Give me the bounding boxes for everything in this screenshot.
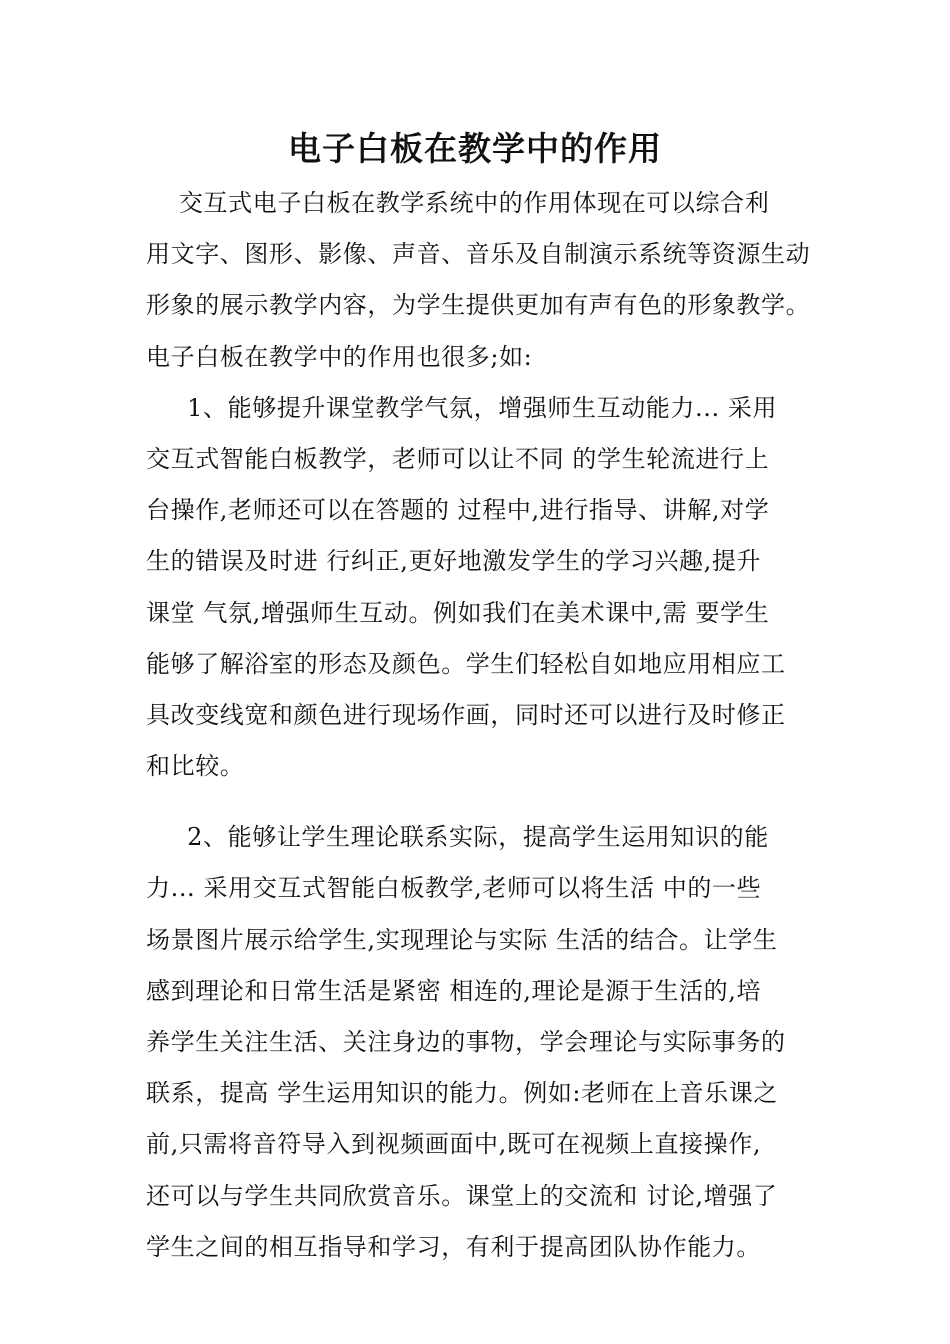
- text-line: 和比较。: [146, 752, 245, 781]
- text-line: 场景图片展示给学生,实现理论与实际 生活的结合。让学生: [146, 925, 778, 954]
- text-line: 养学生关注生活、关注身边的事物，学会理论与实际事务的: [146, 1028, 786, 1056]
- text-line: 形象的展示教学内容，为学生提供更加有声有色的形象教学。: [146, 291, 811, 320]
- document-title: 电子白板在教学中的作用: [288, 129, 662, 168]
- text-line: 能够了解浴室的形态及颜色。学生们轻松自如地应用相应工: [146, 649, 786, 678]
- text-line: 还可以与学生共同欣赏音乐。课堂上的交流和 讨论,增强了: [146, 1181, 778, 1210]
- paragraph-point-1: [146, 383, 806, 793]
- document-body: [146, 178, 811, 1273]
- text-line: 具改变线宽和颜色进行现场作画，同时还可以进行及时修正: [146, 700, 786, 729]
- text-line: 前,只需将音符导入到视频画面中,既可在视频上直接操作,: [146, 1130, 762, 1159]
- text-line: 台操作,老师还可以在答题的 过程中,进行指导、讲解,对学: [146, 496, 770, 525]
- text-line: 电子白板在教学中的作用也很多;如:: [146, 342, 533, 371]
- text-line: 交互式电子白板在教学系统中的作用体现在可以综合利: [146, 189, 770, 217]
- paragraph-point-2: [146, 812, 806, 1273]
- paragraph-gap: [146, 792, 806, 812]
- text-line: 学生之间的相互指导和学习，有利于提高团队协作能力。: [146, 1232, 761, 1261]
- text-line: 1、能够提升课堂教学气氛，增强师生互动能力... 采用: [146, 393, 778, 422]
- text-line: 联系，提高 学生运用知识的能力。例如:老师在上音乐课之: [146, 1079, 778, 1108]
- paragraph-intro: [146, 178, 811, 383]
- text-line: 课堂 气氛,增强师生互动。例如我们在美术课中,需 要学生: [146, 598, 770, 627]
- text-line: 力... 采用交互式智能白板教学,老师可以将生活 中的一些: [146, 874, 762, 903]
- text-line: 交互式智能白板教学，老师可以让不同 的学生轮流进行上: [146, 444, 770, 473]
- text-line: 感到理论和日常生活是紧密 相连的,理论是源于生活的,培: [146, 976, 762, 1005]
- text-line: 生的错误及时进 行纠正,更好地激发学生的学习兴趣,提升: [146, 547, 762, 576]
- text-line: 2、能够让学生理论联系实际，提高学生运用知识的能: [146, 823, 769, 852]
- text-line: 用文字、图形、影像、声音、音乐及自制演示系统等资源生动: [146, 240, 811, 269]
